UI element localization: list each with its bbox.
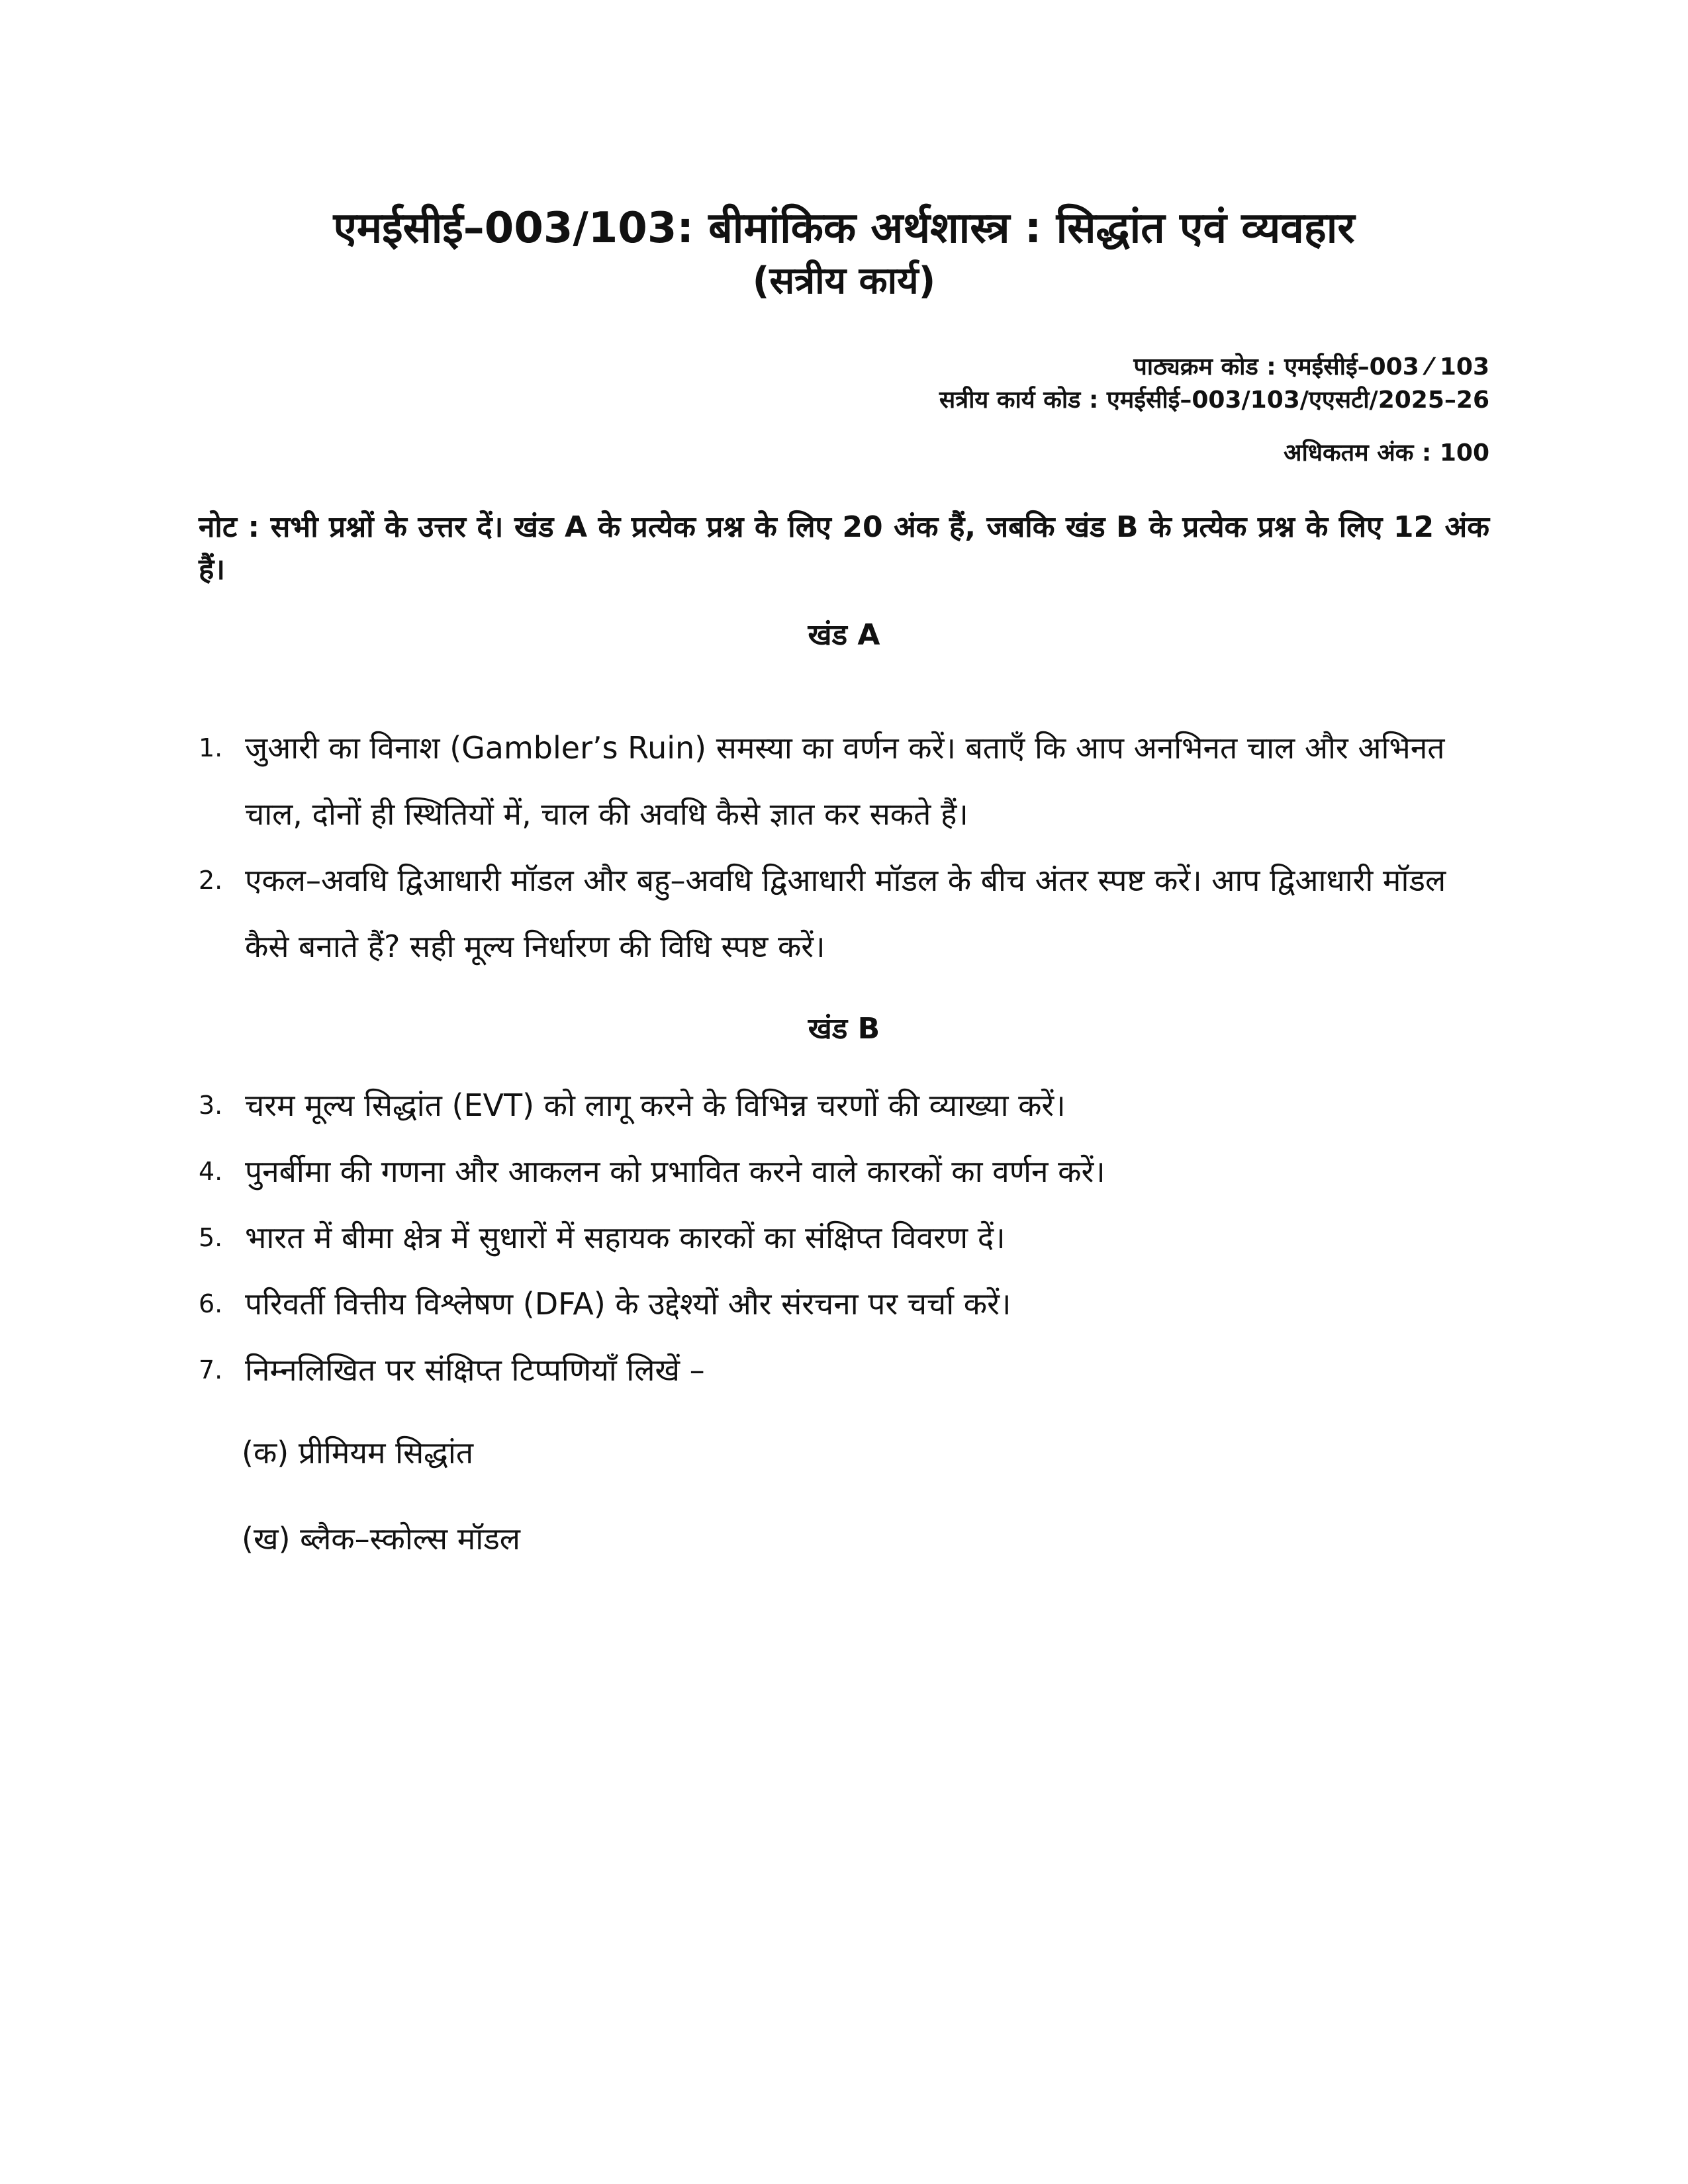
question-item <box>199 1337 1489 1403</box>
course-code: पाठ्यक्रम कोड : एमईसीई–003 ⁄ 103 <box>1133 353 1489 381</box>
instructions-note: नोट : सभी प्रश्नों के उत्तर दें। खंड A के प्रत्येक प्रश्न के लिए 20 अंक हैं, जबकि खंड B के प्रत्येक प्रश्न के लिए 12 अंक हैं। <box>199 510 1489 586</box>
question-text: निम्नलिखित पर संक्षिप्त टिप्पणियाँ लिखें – <box>245 1352 705 1388</box>
document-title: एमईसीई–003/103: बीमांकिक अर्थशास्त्र : सिद्धांत एवं व्यवहार <box>333 204 1355 253</box>
question-text: चरम मूल्य सिद्धांत (EVT) को लागू करने के विभिन्न चरणों की व्याख्या करें। <box>245 1087 1066 1123</box>
question-number: 2. <box>199 866 223 895</box>
question-number: 7. <box>199 1355 223 1385</box>
assignment-code: सत्रीय कार्य कोड : एमईसीई–003/103/एएसटी/2025–26 <box>939 387 1489 414</box>
document-subtitle: (सत्रीय कार्य) <box>752 259 936 302</box>
question-number: 4. <box>199 1157 223 1186</box>
question-item <box>199 1271 1489 1337</box>
question-number: 1. <box>199 733 223 762</box>
question-text: एकल–अवधि द्विआधारी मॉडल और बहु–अवधि द्विआधारी मॉडल के बीच अंतर स्पष्ट करें। आप द्विआधारी मॉडल कैसे बनाते हैं? सही मूल्य निर्धारण की विधि स्पष्ट करें। <box>245 862 1446 964</box>
question-number: 3. <box>199 1091 223 1120</box>
question-item <box>199 1072 1489 1138</box>
question-text: पुनर्बीमा की गणना और आकलन को प्रभावित करने वाले कारकों का वर्णन करें। <box>245 1154 1105 1189</box>
max-marks: अधिकतम अंक : 100 <box>1284 439 1489 467</box>
question-item <box>199 715 1489 847</box>
question-item <box>199 1205 1489 1271</box>
sub-item: (ख) ब्लैक–स्कोल्स मॉडल <box>242 1521 520 1557</box>
question-number: 5. <box>199 1223 223 1252</box>
question-item <box>199 1138 1489 1205</box>
section-b-heading: खंड B <box>808 1012 880 1046</box>
question-text: परिवर्ती वित्तीय विश्लेषण (DFA) के उद्देश्यों और संरचना पर चर्चा करें। <box>245 1286 1011 1322</box>
section-a-heading: खंड A <box>808 618 880 652</box>
question-text: भारत में बीमा क्षेत्र में सुधारों में सहायक कारकों का संक्षिप्त विवरण दें। <box>245 1220 1006 1255</box>
question-text: जुआरी का विनाश (Gambler’s Ruin) समस्या का वर्णन करें। बताएँ कि आप अनभिनत चाल और अभिनत चाल, दोनों ही स्थितियों में, चाल की अवधि कैसे ज्ञात कर सकते हैं। <box>245 730 1445 832</box>
question-item <box>199 847 1489 979</box>
question-number: 6. <box>199 1289 223 1318</box>
sub-item: (क) प्रीमियम सिद्धांत <box>242 1435 474 1471</box>
